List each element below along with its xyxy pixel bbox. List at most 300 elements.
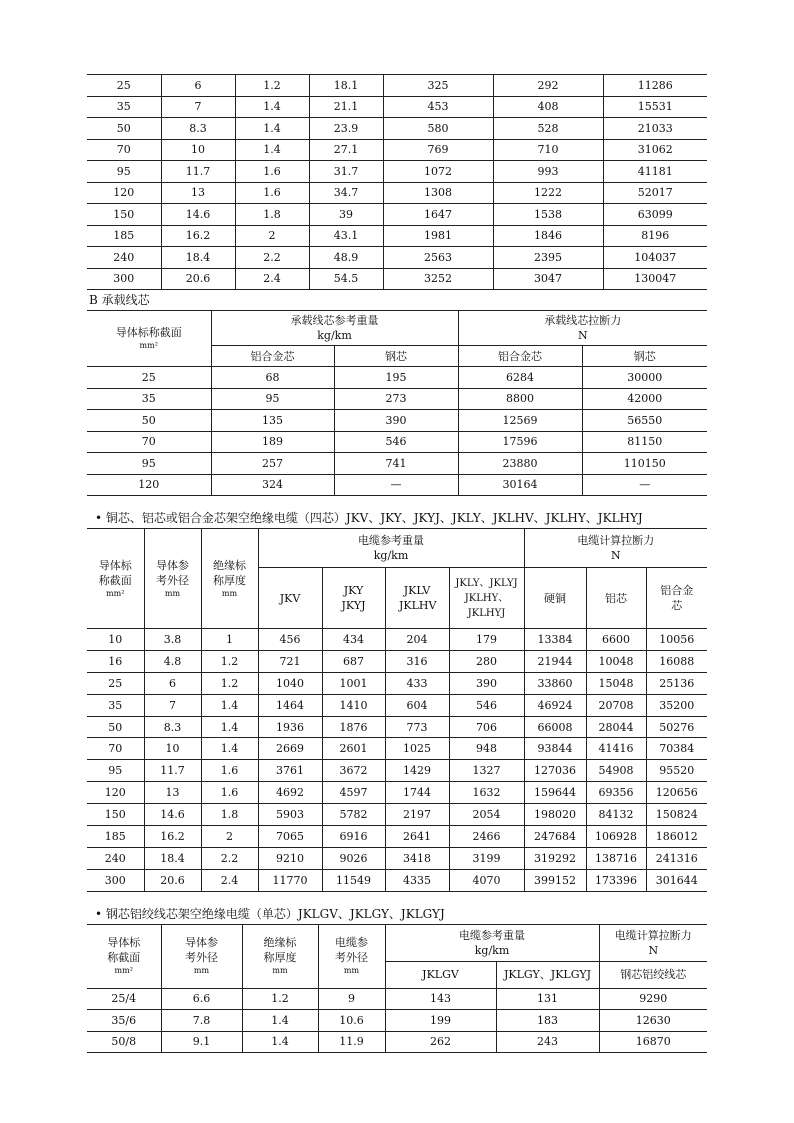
sub-header-jklgy: JKLGY、JKLGYJ (496, 961, 599, 988)
table-cell: 41181 (603, 161, 707, 183)
table-cell: 50/8 (87, 1031, 161, 1053)
table-cell: 3672 (322, 760, 385, 782)
table-cell: 120656 (646, 782, 707, 804)
table-cell: 25/4 (87, 988, 161, 1010)
header-force-unit: N (577, 329, 588, 342)
table-cell: 1.2 (242, 988, 318, 1010)
table-cell: 16.2 (144, 826, 201, 848)
table-row (87, 672, 707, 694)
table-cell: 120 (87, 474, 211, 496)
table-cell: 16870 (599, 1031, 707, 1053)
table-cell: 456 (258, 629, 322, 651)
header-area-label: 导体标称截面 (98, 558, 132, 587)
table-cell: 28044 (586, 716, 646, 738)
table-cell: 3199 (449, 847, 524, 869)
table-cell: 241316 (646, 847, 707, 869)
carrier-core-table (87, 310, 707, 496)
table-cell: 11770 (258, 869, 322, 891)
table-cell: 2.2 (201, 847, 258, 869)
table-cell: 8196 (603, 225, 707, 247)
table-cell: 1.4 (235, 96, 309, 118)
table-cell: 434 (322, 629, 385, 651)
table-cell: 324 (211, 474, 334, 496)
table-cell: 300 (87, 869, 144, 891)
table-cell: 1001 (322, 672, 385, 694)
table-cell: 185 (87, 225, 161, 247)
table-cell: 1.4 (242, 1010, 318, 1032)
table-cell: 130047 (603, 268, 707, 290)
table-cell: 3418 (385, 847, 449, 869)
header-weight-unit: kg/km (474, 943, 510, 957)
table-cell: 247684 (524, 826, 586, 848)
header-insulation (242, 924, 318, 988)
header-weight (258, 529, 524, 568)
header-force (599, 924, 707, 961)
table-row (87, 716, 707, 738)
table-row (87, 118, 707, 140)
sub-header-jklv (385, 568, 449, 629)
table-cell: 189 (211, 431, 334, 453)
table-cell: 9290 (599, 988, 707, 1010)
table-cell: 25 (87, 367, 211, 389)
table-cell: 95 (87, 161, 161, 183)
table-cell: 17596 (458, 431, 582, 453)
table-cell: 546 (449, 694, 524, 716)
table-cell: 11.7 (144, 760, 201, 782)
table-cell: 4597 (322, 782, 385, 804)
table-cell: 9 (318, 988, 385, 1010)
table-cell: 110150 (582, 453, 707, 475)
table-cell: 13384 (524, 629, 586, 651)
four-core-table (87, 528, 707, 892)
table-cell: 2669 (258, 738, 322, 760)
table-cell: 11.9 (318, 1031, 385, 1053)
table-cell: 11.7 (161, 161, 235, 183)
table-cell: 6916 (322, 826, 385, 848)
table-cell: 10 (87, 629, 144, 651)
table-cell: 68 (211, 367, 334, 389)
header-insulation-unit: mm (272, 966, 288, 976)
table-row (87, 1031, 707, 1053)
table-cell: 70384 (646, 738, 707, 760)
header-force (524, 529, 707, 568)
table-cell: 546 (334, 431, 458, 453)
table-cell: 31062 (603, 139, 707, 161)
table-cell: 10048 (586, 650, 646, 672)
table-cell: 70 (87, 738, 144, 760)
table-cell: 769 (383, 139, 493, 161)
table-cell: 1040 (258, 672, 322, 694)
header-weight-label: 电缆参考重量 (358, 534, 424, 547)
table-row (87, 869, 707, 891)
table-cell: 3047 (493, 268, 603, 290)
header-area (87, 311, 211, 367)
table-cell: 48.9 (309, 247, 383, 269)
table-row (87, 629, 707, 651)
table-cell: 2466 (449, 826, 524, 848)
steel-core-table (87, 924, 707, 1054)
table-cell: 5903 (258, 804, 322, 826)
header-od (161, 924, 242, 988)
sub-header-cu: 硬铜 (524, 568, 586, 629)
table-cell: 50 (87, 410, 211, 432)
table-cell: 1981 (383, 225, 493, 247)
table-row (87, 161, 707, 183)
table-cell: 12630 (599, 1010, 707, 1032)
table-cell: 30000 (582, 367, 707, 389)
table-row (87, 225, 707, 247)
header-od-label: 导体参考外径 (156, 558, 189, 587)
table-row (87, 139, 707, 161)
table-cell: 12569 (458, 410, 582, 432)
table-cell: 23.9 (309, 118, 383, 140)
table-cell: 35200 (646, 694, 707, 716)
table-cell: 43.1 (309, 225, 383, 247)
table-row (87, 247, 707, 269)
table-cell: 1327 (449, 760, 524, 782)
table-cell: 25 (87, 75, 161, 97)
table-row (87, 1010, 707, 1032)
table-cell: 34.7 (309, 182, 383, 204)
table-row (87, 826, 707, 848)
table-cell: 95 (211, 388, 334, 410)
table-cell: 31.7 (309, 161, 383, 183)
table-cell: 1025 (385, 738, 449, 760)
table-cell: 18.1 (309, 75, 383, 97)
table-cell: 150 (87, 204, 161, 226)
table-cell: 6284 (458, 367, 582, 389)
table-cell: 93844 (524, 738, 586, 760)
table-cell: 2.4 (235, 268, 309, 290)
table-cell: 9026 (322, 847, 385, 869)
table-cell: 143 (385, 988, 496, 1010)
table-cell: 13 (161, 182, 235, 204)
table-cell: 1.4 (242, 1031, 318, 1053)
table-cell: 1410 (322, 694, 385, 716)
table-cell: 1 (201, 629, 258, 651)
table-cell: 35 (87, 694, 144, 716)
header-insulation (201, 529, 258, 629)
table-row (87, 453, 707, 475)
table-cell: 9.1 (161, 1031, 242, 1053)
table-cell: 2601 (322, 738, 385, 760)
table-cell: 2054 (449, 804, 524, 826)
table-cell: 316 (385, 650, 449, 672)
table-cell: 23880 (458, 453, 582, 475)
table-cell: 1.8 (235, 204, 309, 226)
header-weight-unit: kg/km (317, 329, 352, 342)
table-cell: 1.4 (235, 118, 309, 140)
table-cell: 56550 (582, 410, 707, 432)
table-cell: — (582, 474, 707, 496)
header-od (144, 529, 201, 629)
sub-header-alloy-label: 铝合金芯 (660, 584, 694, 612)
table-cell: 1876 (322, 716, 385, 738)
table-cell: 1.6 (201, 782, 258, 804)
table-cell: — (334, 474, 458, 496)
header-od-unit: mm (193, 966, 210, 976)
table-cell: 95 (87, 453, 211, 475)
table-cell: 1647 (383, 204, 493, 226)
table-cell: 5782 (322, 804, 385, 826)
table-cell: 7 (144, 694, 201, 716)
table-cell: 1.6 (235, 182, 309, 204)
table-cell: 1.4 (201, 738, 258, 760)
table-cell: 18.4 (144, 847, 201, 869)
table-cell: 7065 (258, 826, 322, 848)
table-cell: 18.4 (161, 247, 235, 269)
table-cell: 138716 (586, 847, 646, 869)
table-cell: 54.5 (309, 268, 383, 290)
table-cell: 1.2 (235, 75, 309, 97)
table-cell: 1.6 (235, 161, 309, 183)
table-row (87, 650, 707, 672)
table-cell: 50276 (646, 716, 707, 738)
sub-header-jklv-label: JKLV JKLHV (399, 584, 437, 612)
table-cell: 2641 (385, 826, 449, 848)
table-cell: 84132 (586, 804, 646, 826)
table-row (87, 804, 707, 826)
header-od-label: 导体参考外径 (185, 936, 218, 965)
table-cell: 453 (383, 96, 493, 118)
table-cell: 390 (449, 672, 524, 694)
table-cell: 1.2 (201, 650, 258, 672)
header-force-unit: N (610, 549, 621, 562)
table-cell: 39 (309, 204, 383, 226)
table-cell: 8.3 (144, 716, 201, 738)
header-insulation-label: 绝缘标称厚度 (213, 558, 246, 587)
table-cell: 81150 (582, 431, 707, 453)
table-cell: 580 (383, 118, 493, 140)
table-cell: 1744 (385, 782, 449, 804)
table-cell: 11549 (322, 869, 385, 891)
header-cable-od (318, 924, 385, 988)
table-cell: 1.4 (201, 716, 258, 738)
table-cell: 273 (334, 388, 458, 410)
table-cell: 135 (211, 410, 334, 432)
table-cell: 131 (496, 988, 599, 1010)
table-cell: 95520 (646, 760, 707, 782)
header-weight-label: 承载线芯参考重量 (290, 314, 379, 327)
table-cell: 1.6 (201, 760, 258, 782)
continued-table (87, 74, 707, 290)
table-cell: 16088 (646, 650, 707, 672)
table-cell: 186012 (646, 826, 707, 848)
table-cell: 240 (87, 847, 144, 869)
table-cell: 1.4 (235, 139, 309, 161)
table-cell: 179 (449, 629, 524, 651)
table-cell: 10 (161, 139, 235, 161)
table-cell: 4692 (258, 782, 322, 804)
table-cell: 150824 (646, 804, 707, 826)
sub-header-jkv: JKV (258, 568, 322, 629)
table-cell: 240 (87, 247, 161, 269)
table-cell: 3761 (258, 760, 322, 782)
table-cell: 198020 (524, 804, 586, 826)
table-cell: 66008 (524, 716, 586, 738)
table-cell: 127036 (524, 760, 586, 782)
table-cell: 1222 (493, 182, 603, 204)
table-cell: 16.2 (161, 225, 235, 247)
header-force-unit: N (648, 943, 659, 957)
table-cell: 8.3 (161, 118, 235, 140)
table-cell: 1632 (449, 782, 524, 804)
table-cell: 6 (144, 672, 201, 694)
section-d-title: • 钢芯铝绞线芯架空绝缘电缆（单芯）JKLGV、JKLGY、JKLGYJ (95, 906, 445, 921)
section-b-title: B 承载线芯 (89, 293, 150, 307)
table-cell: 195 (334, 367, 458, 389)
table-cell: 390 (334, 410, 458, 432)
table-cell: 6.6 (161, 988, 242, 1010)
table-cell: 183 (496, 1010, 599, 1032)
table-cell: 4070 (449, 869, 524, 891)
table-cell: 20.6 (161, 268, 235, 290)
table-row (87, 760, 707, 782)
table-cell: 604 (385, 694, 449, 716)
table-row (87, 388, 707, 410)
table-cell: 173396 (586, 869, 646, 891)
table-cell: 721 (258, 650, 322, 672)
table-cell: 46924 (524, 694, 586, 716)
table-cell: 262 (385, 1031, 496, 1053)
table-row (87, 182, 707, 204)
table-cell: 11286 (603, 75, 707, 97)
table-cell: 70 (87, 431, 211, 453)
table-cell: 25136 (646, 672, 707, 694)
table-cell: 54908 (586, 760, 646, 782)
table-cell: 69356 (586, 782, 646, 804)
table-cell: 4335 (385, 869, 449, 891)
header-od-unit: mm (164, 588, 181, 598)
table-cell: 27.1 (309, 139, 383, 161)
table-cell: 33860 (524, 672, 586, 694)
table-cell: 2.4 (201, 869, 258, 891)
table-cell: 2395 (493, 247, 603, 269)
table-cell: 120 (87, 782, 144, 804)
header-weight (385, 924, 599, 961)
table-cell: 1.2 (201, 672, 258, 694)
table-cell: 10.6 (318, 1010, 385, 1032)
header-area-label: 导体标称截面 (115, 326, 182, 339)
header-area-label: 导体标称截面 (107, 936, 141, 965)
table-cell: 6600 (586, 629, 646, 651)
header-insulation-label: 绝缘标称厚度 (263, 936, 297, 965)
table-row (87, 96, 707, 118)
sub-header-jklgv: JKLGV (385, 961, 496, 988)
table-cell: 15048 (586, 672, 646, 694)
table-cell: 8800 (458, 388, 582, 410)
table-cell: 528 (493, 118, 603, 140)
header-cable-od-label: 电缆参考外径 (335, 936, 368, 965)
table-cell: 993 (493, 161, 603, 183)
header-weight-label: 电缆参考重量 (459, 928, 525, 942)
table-cell: 63099 (603, 204, 707, 226)
sub-header-alloy (646, 568, 707, 629)
header-force-label: 电缆计算拉断力 (577, 534, 655, 547)
table-row (87, 694, 707, 716)
table-cell: 14.6 (144, 804, 201, 826)
table-cell: 120 (87, 182, 161, 204)
table-cell: 30164 (458, 474, 582, 496)
table-cell: 21033 (603, 118, 707, 140)
table-cell: 106928 (586, 826, 646, 848)
table-cell: 300 (87, 268, 161, 290)
table-cell: 1.4 (201, 694, 258, 716)
table-cell: 42000 (582, 388, 707, 410)
table-row (87, 847, 707, 869)
sub-header-force: 钢芯铝绞线芯 (599, 961, 707, 988)
table-cell: 2.2 (235, 247, 309, 269)
table-cell: 35/6 (87, 1010, 161, 1032)
table-cell: 1936 (258, 716, 322, 738)
header-weight-unit: kg/km (373, 549, 409, 562)
header-area (87, 924, 161, 988)
table-cell: 10 (144, 738, 201, 760)
header-area-unit: mm² (139, 341, 158, 350)
table-cell: 3.8 (144, 629, 201, 651)
table-cell: 773 (385, 716, 449, 738)
table-cell: 433 (385, 672, 449, 694)
header-area (87, 529, 144, 629)
table-row (87, 268, 707, 290)
table-cell: 408 (493, 96, 603, 118)
table-cell: 6 (161, 75, 235, 97)
table-cell: 243 (496, 1031, 599, 1053)
table-cell: 706 (449, 716, 524, 738)
table-cell: 13 (144, 782, 201, 804)
table-cell: 1464 (258, 694, 322, 716)
table-cell: 50 (87, 118, 161, 140)
table-cell: 710 (493, 139, 603, 161)
table-cell: 25 (87, 672, 144, 694)
table-cell: 2563 (383, 247, 493, 269)
table-cell: 52017 (603, 182, 707, 204)
table-cell: 20.6 (144, 869, 201, 891)
table-cell: 70 (87, 139, 161, 161)
table-cell: 21944 (524, 650, 586, 672)
sub-header-jky-label: JKY JKYJ (341, 584, 366, 612)
sub-header: 钢芯 (334, 346, 458, 367)
table-cell: 257 (211, 453, 334, 475)
header-area-unit: mm² (114, 966, 133, 976)
table-cell: 41416 (586, 738, 646, 760)
table-cell: 7 (161, 96, 235, 118)
table-cell: 9210 (258, 847, 322, 869)
table-cell: 292 (493, 75, 603, 97)
table-row (87, 782, 707, 804)
header-cable-od-unit: mm (343, 966, 360, 976)
table-cell: 1.8 (201, 804, 258, 826)
table-cell: 3252 (383, 268, 493, 290)
table-cell: 21.1 (309, 96, 383, 118)
table-cell: 2 (201, 826, 258, 848)
table-cell: 4.8 (144, 650, 201, 672)
table-cell: 319292 (524, 847, 586, 869)
section-c-title: • 铜芯、铝芯或铝合金芯架空绝缘电缆（四芯）JKV、JKY、JKYJ、JKLY、JKLHV、JKLHY、JKLHYJ (95, 511, 643, 525)
table-cell: 199 (385, 1010, 496, 1032)
sub-header: 铝合金芯 (211, 346, 334, 367)
table-cell: 10056 (646, 629, 707, 651)
table-cell: 150 (87, 804, 144, 826)
table-cell: 2197 (385, 804, 449, 826)
table-cell: 35 (87, 388, 211, 410)
table-cell: 20708 (586, 694, 646, 716)
table-cell: 104037 (603, 247, 707, 269)
header-force-label: 承载线芯拉断力 (544, 314, 622, 327)
table-cell: 687 (322, 650, 385, 672)
table-cell: 741 (334, 453, 458, 475)
sub-header: 钢芯 (582, 346, 707, 367)
